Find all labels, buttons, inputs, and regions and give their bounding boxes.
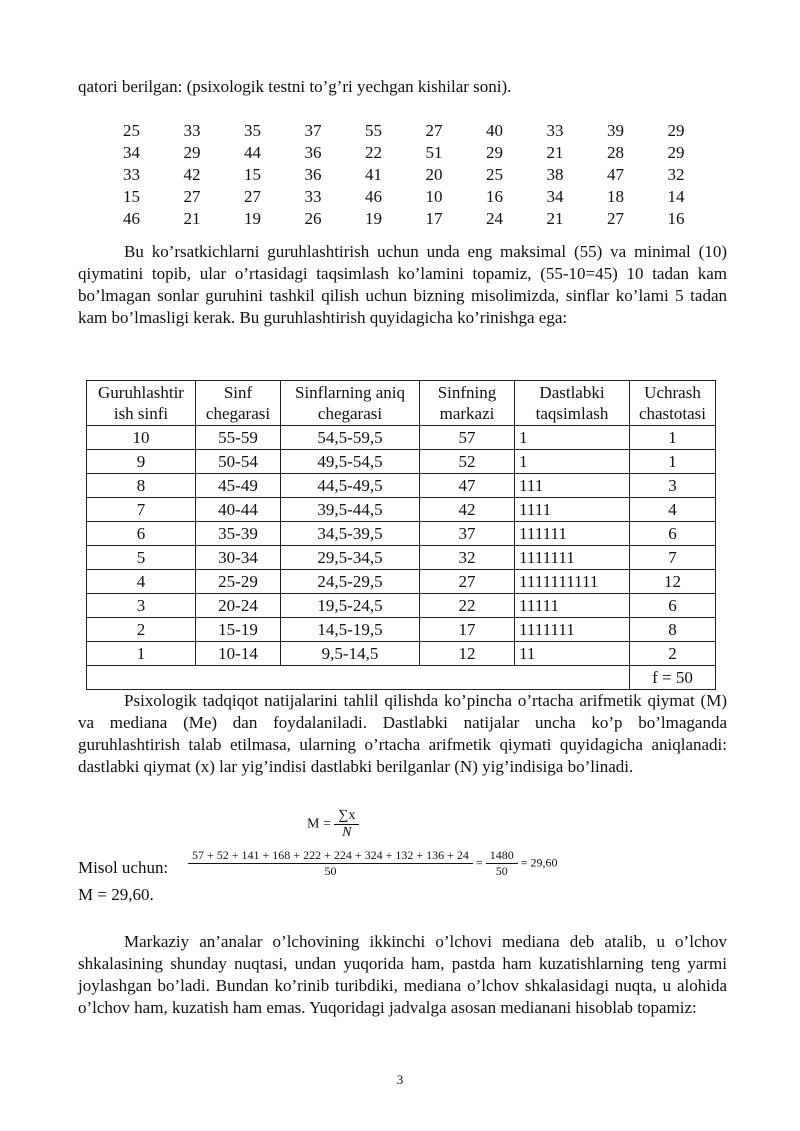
- header-exact-bounds: Sinflarning aniq chegarasi: [281, 381, 420, 426]
- data-value: 32: [667, 165, 685, 184]
- raw-data-grid: [123, 120, 728, 230]
- data-value: 27: [244, 187, 261, 206]
- paragraph-grouping: Bu ko’rsatkichlarni guruhlashtirish uchun unda eng maksimal (55) va minimal (10) qiymatini topib, ular o’rtasidagi taqsimlash ko’lamini topamiz, (55-10=45) 10 tadan kam bo’lmagan sonlar guruhini tashkil qilish uchun bizning misolimizda, sinflar ko’lami 5 tadan kam bo’lmasligi kerak. Bu guruhlashtirish quyidagicha ko’rinishga ega:: [78, 242, 727, 327]
- example-denominator: 50: [324, 864, 337, 878]
- data-value: 14: [667, 187, 685, 206]
- data-value: 33: [123, 165, 140, 184]
- data-value: 28: [607, 143, 624, 162]
- table-row: 3 20-24 19,5-24,5 22 11111 6: [87, 594, 716, 618]
- data-row: [123, 142, 728, 164]
- table-row: 8 45-49 44,5-49,5 47 111 3: [87, 474, 716, 498]
- header-frequency: Uchrash chastotasi: [630, 381, 716, 426]
- header-initial-distribution: Dastlabki taqsimlash: [515, 381, 630, 426]
- total-frequency: f = 50: [630, 666, 716, 690]
- example-numerator-2: 1480: [486, 848, 518, 864]
- data-value: 55: [365, 121, 382, 140]
- mean-formula: M = $\frac{\sum x}{N}$: [307, 808, 359, 841]
- table-header-row: [87, 381, 716, 426]
- data-value: 20: [425, 165, 443, 184]
- data-row: [123, 120, 728, 142]
- data-value: 42: [183, 165, 201, 184]
- formula-numerator: ∑x: [334, 808, 359, 825]
- data-row: [123, 164, 728, 186]
- header-class-bounds: Sinf chegarasi: [196, 381, 281, 426]
- data-value: 18: [607, 187, 624, 206]
- header-class-center: Sinfning markazi: [420, 381, 515, 426]
- table-row: 1 10-14 9,5-14,5 12 11 2: [87, 642, 716, 666]
- data-value: 15: [123, 187, 140, 206]
- data-value: 29: [486, 143, 503, 162]
- table-row: 4 25-29 24,5-29,5 27 1111111111 12: [87, 570, 716, 594]
- data-value: 27: [425, 121, 443, 140]
- table-row: 10 55-59 54,5-59,5 57 1 1: [87, 426, 716, 450]
- example-denominator-2: 50: [495, 864, 508, 878]
- data-value: 44: [244, 143, 261, 162]
- data-value: 34: [123, 143, 140, 162]
- data-value: 40: [486, 121, 503, 140]
- data-value: 46: [365, 187, 382, 206]
- data-value: 47: [607, 165, 624, 184]
- data-value: 29: [183, 143, 201, 162]
- data-row: [123, 208, 728, 230]
- paragraph-mean: Psixologik tadqiqot natijalarini tahlil qilishda ko’pincha o’rtacha arifmetik qiymat (M) va mediana (Me) dan foydalaniladi. Dastlabki natijalar uncha ko’p bo’lmaganda guruhlashtirish talab etilmasa, ularning o’rtacha arifmetik qiymati quyidagicha aniqlanadi: dastlabki qiymat (x) lar yig’indisi dastlabki berilganlar (N) yig’indisiga bo’linadi.: [78, 691, 727, 776]
- data-value: 36: [304, 143, 322, 162]
- data-value: 21: [183, 209, 201, 228]
- data-value: 22: [365, 143, 382, 162]
- data-value: 33: [183, 121, 201, 140]
- header-group-class: Guruhlashtir ish sinfi: [87, 381, 196, 426]
- data-value: 15: [244, 165, 261, 184]
- data-row: [123, 186, 728, 208]
- table-row: 7 40-44 39,5-44,5 42 1111 4: [87, 498, 716, 522]
- paragraph-median: Markaziy an’analar o’lchovining ikkinchi o’lchovi mediana deb atalib, u o’lchov shkalasining shunday nuqtasi, undan yuqorida ham, pastda ham kuzatishlarning teng yarmi joylashgan bo’ladi. Bundan ko’rinib turibdiki, mediana o’lchov shkalasidagi nuqta, u alohida o’lchov ham, kuzatish ham emas. Yuqoridagi jadvalga asosan medianani hisoblab topamiz:: [78, 932, 727, 1017]
- data-value: 38: [546, 165, 564, 184]
- data-value: 33: [546, 121, 564, 140]
- table-total-row: [87, 666, 716, 690]
- frequency-table: [86, 380, 716, 690]
- formula-denominator: N: [342, 825, 352, 840]
- data-value: 19: [244, 209, 261, 228]
- data-value: 21: [546, 209, 564, 228]
- data-value: 16: [667, 209, 685, 228]
- table-row: 6 35-39 34,5-39,5 37 111111 6: [87, 522, 716, 546]
- data-value: 29: [667, 143, 685, 162]
- data-value: 16: [486, 187, 503, 206]
- data-value: 35: [244, 121, 261, 140]
- intro-line: qatori berilgan: (psixologik testni to’g’ri yechgan kishilar soni).: [78, 77, 512, 96]
- data-value: 41: [365, 165, 382, 184]
- data-value: 39: [607, 121, 624, 140]
- data-value: 26: [304, 209, 322, 228]
- data-value: 51: [425, 143, 443, 162]
- data-value: 33: [304, 187, 322, 206]
- data-value: 24: [486, 209, 503, 228]
- data-value: 21: [546, 143, 564, 162]
- table-row: 9 50-54 49,5-54,5 52 1 1: [87, 450, 716, 474]
- page-number: 3: [396, 1072, 404, 1087]
- table-row: 5 30-34 29,5-34,5 32 1111111 7: [87, 546, 716, 570]
- data-value: 27: [183, 187, 201, 206]
- mean-result: M = 29,60.: [78, 885, 154, 904]
- data-value: 46: [123, 209, 140, 228]
- table-row: 2 15-19 14,5-19,5 17 1111111 8: [87, 618, 716, 642]
- data-value: 10: [425, 187, 443, 206]
- data-value: 25: [486, 165, 503, 184]
- data-value: 29: [667, 121, 685, 140]
- data-value: 37: [304, 121, 322, 140]
- data-value: 17: [425, 209, 443, 228]
- example-result: = 29,60: [520, 855, 558, 870]
- example-numerator: 57 + 52 + 141 + 168 + 222 + 224 + 324 + 132 + 136 + 24: [188, 848, 473, 864]
- data-value: 34: [546, 187, 564, 206]
- data-value: 27: [607, 209, 624, 228]
- example-label: Misol uchun:: [78, 858, 169, 877]
- data-value: 36: [304, 165, 322, 184]
- data-value: 19: [365, 209, 382, 228]
- data-value: 25: [123, 121, 140, 140]
- document-page: qatori berilgan: (psixologik testni to’g’ri yechgan kishilar soni). 25 33 35 37 55 27 40 33 39 29 34 29 44 36 22 51 29 21 28 29 33 42 15 36 41 20 25 38 47 32 15 27 27 33 46 10 16 34 18 14 46 21 19 26 19 17 24 21 27 16 Bu ko’rsatkichlarni guruhlashtirish uchun unda eng maksimal (55) va minimal (10) qiymatini topib, ular o’rtasidagi taqsimlash ko’lamini topamiz, (55-10=45) 10 tadan kam bo’lmagan sonlar guruhini tashkil qilish uchun bizning misolimizda, sinflar ko’lami 5 tadan kam bo’lmasligi kerak. Bu guruhlashtirish quyidagicha ko’rinishga ega: Guruhlashtir ish sinfi Sinf chegarasi Sinflarning aniq chegarasi Sinfning markazi Dastlabki taqsimlash Uchrash chastotasi 10 55-59 54,5-59,5 57 1 1 9 50-54 49,5-54,5 52 1 1 8 45-49 44,5-49,5 47 111 3 7 40-44 39,5-44,5 42 1111 4 6 35-39 34,5-39,5 37 111111 6 5 30-34 29,5-34,5 32 1111111 7 4 25-29 24,5-29,5 27 1111111111 12 3 20-24 19,5-24,5 22 11111 6 2 15-19 14,5-19,5 17 1111111 8 1 10-14 9,5-14,5 12 11 2 f = 50 Psixologik tadqiqot natijalarini tahlil qilishda ko’pincha o’rtacha arifmetik qiymat (M) va mediana (Me) dan foydalaniladi. Dastlabki natijalar uncha ko’p bo’lmaganda guruhlashtirish talab etilmasa, ularning o’rtacha arifmetik qiymati quyidagicha aniqlanadi: dastlabki qiymat (x) lar yig’indisi dastlabki berilganlar (N) yig’indisiga bo’linadi. M = $\frac{\sum x}{N}$ Misol uchun: $\frac{57 + 52 + 141 + 168 + 222 + 224 + 324 + 132 + 136 + 24}{50}$ = $\frac{1480}{50}$ = 29,60 M = 29,60. Markaziy an’analar o’lchovining ikkinchi o’lchovi mediana deb atalib, u o’lchov shkalasining shunday nuqtasi, undan yuqorida ham, pastda ham kuzatishlarning teng yarmi joylashgan bo’ladi. Bundan ko’rinib turibdiki, mediana o’lchov shkalasidagi nuqta, u alohida o’lchov ham, kuzatish ham emas. Yuqoridagi jadvalga asosan medianani hisoblab topamiz: 3: [0, 0, 800, 1131]
